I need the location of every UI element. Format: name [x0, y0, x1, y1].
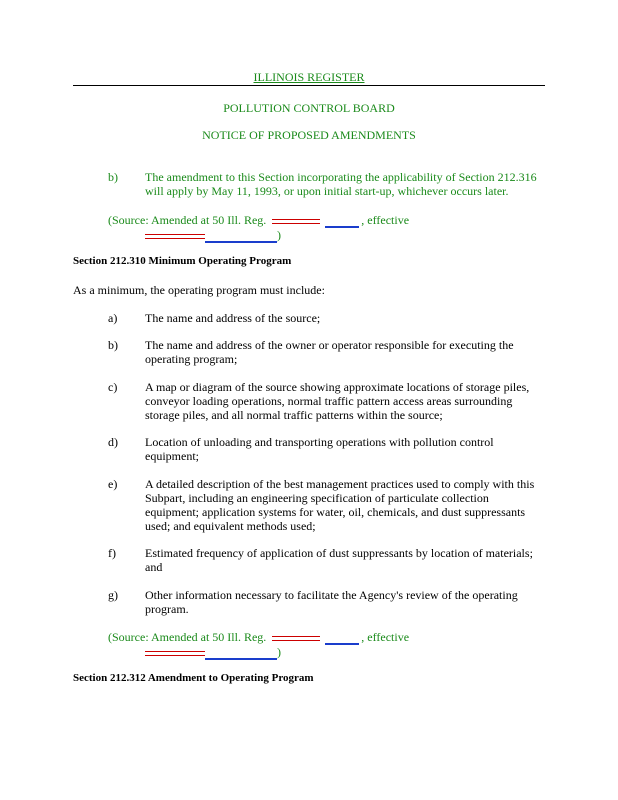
source-prefix: (Source: Amended at 50 Ill. Reg.	[108, 213, 267, 227]
source-line-2b	[145, 645, 281, 660]
section-intro: As a minimum, the operating program must include:	[73, 283, 325, 297]
source-line-2	[108, 630, 409, 645]
register-rule	[73, 85, 545, 86]
item-label: f)	[108, 546, 116, 560]
inserted-mark	[325, 215, 359, 228]
item-label: b)	[108, 338, 118, 352]
inserted-mark	[205, 230, 277, 243]
item-text: Estimated frequency of application of dust suppressants by location of materials; and	[145, 546, 533, 574]
source-line-1b	[145, 228, 281, 243]
item-label: a)	[108, 311, 118, 325]
inserted-mark	[205, 647, 277, 660]
section-heading: Section 212.310 Minimum Operating Program	[73, 255, 292, 267]
source-line-1	[108, 213, 409, 228]
deleted-mark	[145, 234, 205, 239]
deleted-mark	[272, 219, 320, 224]
item-text: The name and address of the owner or operator responsible for executing the operating program;	[145, 338, 514, 366]
notice-title: NOTICE OF PROPOSED AMENDMENTS	[202, 128, 416, 142]
source-close: )	[277, 228, 281, 242]
source-prefix: (Source: Amended at 50 Ill. Reg.	[108, 630, 267, 644]
board-title: POLLUTION CONTROL BOARD	[223, 101, 395, 115]
item-text: Other information necessary to facilitate the Agency's review of the operating program.	[145, 588, 518, 616]
item-label: g)	[108, 588, 118, 602]
item-label: e)	[108, 477, 118, 491]
item-label: c)	[108, 380, 118, 394]
register-title: ILLINOIS REGISTER	[253, 70, 365, 84]
item-text: The name and address of the source;	[145, 311, 321, 325]
item-label: d)	[108, 435, 118, 449]
source-effective: , effective	[361, 213, 410, 227]
source-effective: , effective	[361, 630, 410, 644]
item-text: Location of unloading and transporting operations with pollution control equipment;	[145, 435, 494, 463]
intro-text: The amendment to this Section incorporating the applicability of Section 212.316 will apply by May 11, 1993, or upon initial start-up, whichever occurs later.	[145, 170, 537, 198]
source-close: )	[277, 645, 281, 659]
section-heading-2: Section 212.312 Amendment to Operating Program	[73, 672, 314, 684]
intro-label: b)	[108, 170, 118, 184]
item-text: A map or diagram of the source showing approximate locations of storage piles, conveyor loading operations, normal traffic pattern access areas surrounding storage piles, and all normal traffic patterns within the source;	[145, 380, 530, 422]
item-text: A detailed description of the best management practices used to comply with this Subpart, including an engineering specification of particulate collection equipment; application systems for water, oil, chemicals, and dust suppressants used; and equivalent methods used;	[145, 477, 535, 533]
deleted-mark	[145, 651, 205, 656]
inserted-mark	[325, 632, 359, 645]
deleted-mark	[272, 636, 320, 641]
